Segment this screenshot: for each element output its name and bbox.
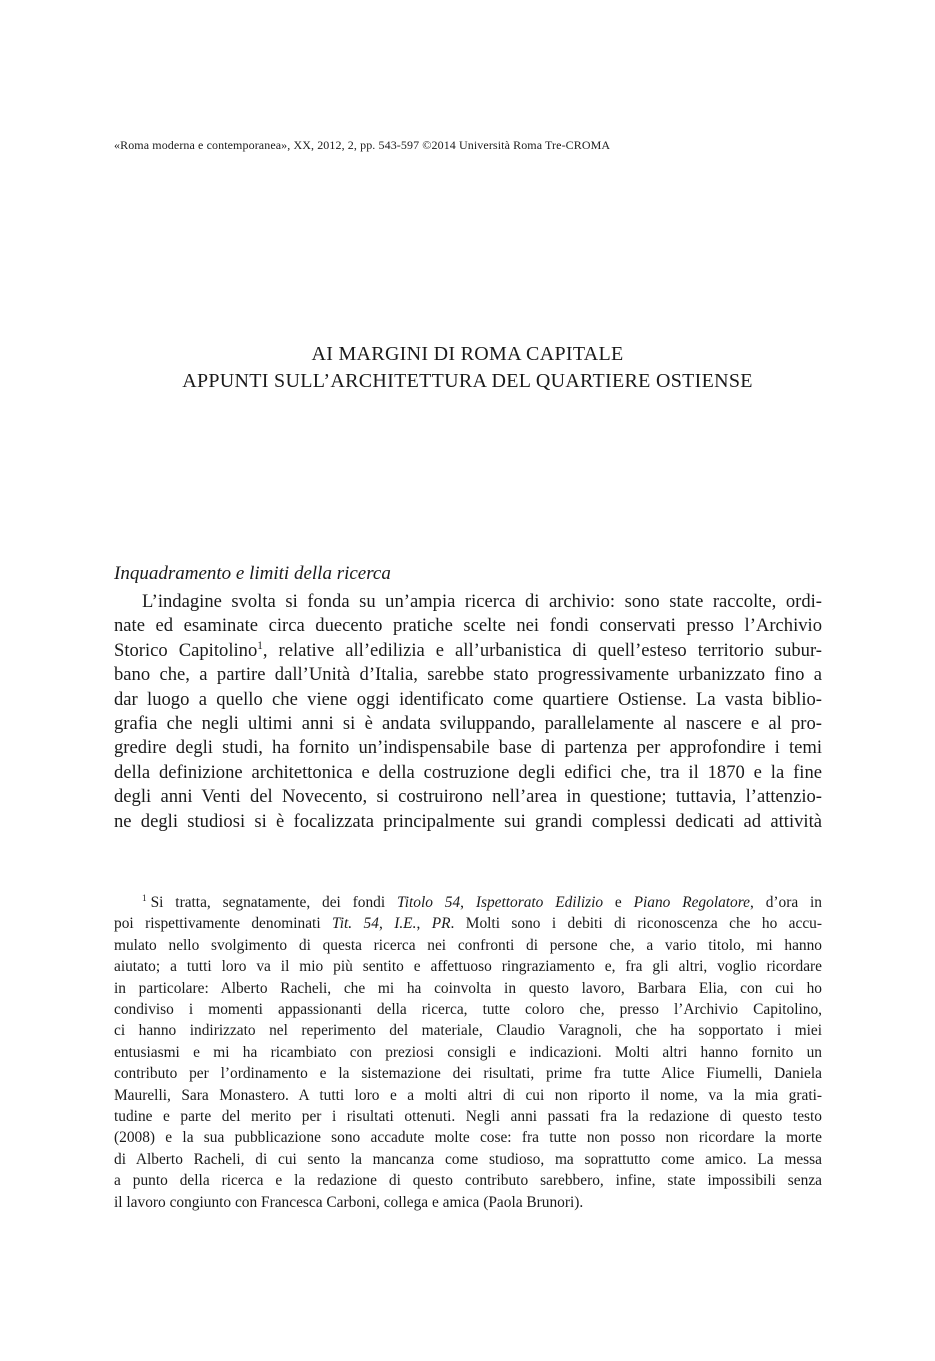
footnote-line: ci hanno indirizzato nel reperimento del materiale, Claudio Varagnoli, che ha sopportato i miei (114, 1022, 822, 1040)
body-line (114, 639, 822, 663)
footnote-text: , (378, 915, 395, 933)
body-line: ne degli studiosi si è focalizzata principalmente sui grandi complessi dedicati ad attività (114, 810, 822, 832)
footnote-text: , d’ora in (750, 894, 822, 911)
footnote-text: e (603, 894, 634, 911)
body-line: gredire degli studi, ha fornito un’indispensabile base di partenza per approfondire i temi (114, 737, 822, 759)
footnote-line: aiutato; a tutti loro va il mio più sentito e affettuoso ringraziamento e, fra gli altri, voglio ricordare (114, 958, 822, 976)
footnote-line (114, 892, 822, 913)
footnote-line: condiviso i momenti appassionanti della ricerca, tutte coloro che, presso l’Archivio Capitolino, (114, 1001, 822, 1019)
body-line: nate ed esaminate circa duecento pratiche scelte nei fondi conservati presso l’Archivio (114, 615, 822, 637)
footnote-line: di Alberto Racheli, di cui sento la mancanza come studioso, ma soprattutto come amico. La messa (114, 1150, 822, 1168)
article-title-line-2: APPUNTI SULL’ARCHITETTURA DEL QUARTIERE OSTIENSE (182, 370, 753, 392)
body-paragraph (114, 590, 822, 834)
footnote-line: Maurelli, Sara Monastero. A tutti loro e a molti altri di cui non riporto il nome, va la mia grati- (114, 1086, 822, 1104)
footnote-text: poi rispettivamente denominati (114, 915, 333, 933)
footnote-italic-text: PR (431, 915, 451, 933)
body-line: L’indagine svolta si fonda su un’ampia ricerca di archivio: sono state raccolte, ordi- (142, 591, 822, 612)
footnote-line: in particolare: Alberto Racheli, che mi ha coinvolta in questo lavoro, Barbara Elia, con cui ho (114, 979, 822, 997)
footnote-line: mulato nello svolgimento di questa ricerca nei confronti di persone che, a vario titolo, mi hanno (114, 936, 822, 954)
footnote-italic-text: Titolo 54 (396, 894, 461, 911)
footnote-italic-text: Tit. 54 (332, 915, 379, 933)
footnote-text: , (460, 894, 476, 911)
body-line: dar luogo a quello che viene oggi identificato come quartiere Ostiense. La vasta biblio- (114, 688, 822, 710)
footnote-line (114, 913, 822, 934)
footnote-italic-text: Piano Regolatore (633, 894, 751, 911)
body-line: degli anni Venti del Novecento, si costruirono nell’area in questione; tuttavia, l’attenzio- (114, 786, 822, 808)
footnote-line: entusiasmi e mi ha ricambiato con preziosi consigli e indicazioni. Molti altri hanno fornito un (114, 1043, 822, 1061)
body-line: bano che, a partire dall’Unità d’Italia, sarebbe stato progressivamente urbanizzato fino a (114, 664, 822, 686)
body-text-fragment: , relative all’edilizia e all’urbanistica di quell’esteso territorio subur- (262, 639, 822, 661)
body-line: della definizione architettonica e della costruzione degli edifici che, tra il 1870 e la fine (114, 761, 822, 783)
footnote-1 (114, 892, 822, 1213)
footnote-line: il lavoro congiunto con Francesca Carboni, collega e amica (Paola Brunori). (114, 1193, 584, 1211)
footnote-text: Si tratta, segnatamente, dei fondi (150, 894, 397, 911)
footnote-text: . Molti sono i debiti di riconoscenza che ho accu- (450, 915, 822, 933)
footnote-line: contributo per l’ordinamento e la sistemazione dei risultati, prime fra tutte Alice Fiumelli, Daniela (114, 1065, 822, 1083)
footnote-italic-text: Ispettorato Edilizio (475, 894, 604, 911)
footnote-text: , (416, 915, 432, 933)
footnote-line: (2008) e la sua pubblicazione sono accadute molte cose: fra tutte non posso non ricordare la morte (114, 1129, 822, 1147)
body-line: grafia che negli ultimi anni si è andata sviluppando, parallelamente al nascere e al pro- (114, 713, 822, 735)
footnote-reference[interactable]: 1 (257, 639, 263, 652)
footnote-line: tudine e parte del merito per i risultati ottenuti. Negli anni passati fra la redazione di questo testo (114, 1108, 822, 1126)
footnote-line: a punto della ricerca e la redazione di questo contributo sarebbero, infine, state impossibili senza (114, 1172, 822, 1190)
article-title-line-1: AI MARGINI DI ROMA CAPITALE (311, 343, 624, 365)
footnote-marker: 1 (142, 892, 147, 903)
journal-citation-header: «Roma moderna e contemporanea», XX, 2012, 2, pp. 543-597 ©2014 Università Roma Tre-CROMA (114, 138, 611, 152)
article-title (0, 341, 935, 395)
section-heading: Inquadramento e limiti della ricerca (114, 563, 391, 584)
footnote-italic-text: I.E. (394, 915, 417, 933)
body-text-fragment: Storico Capitolino (114, 639, 258, 661)
